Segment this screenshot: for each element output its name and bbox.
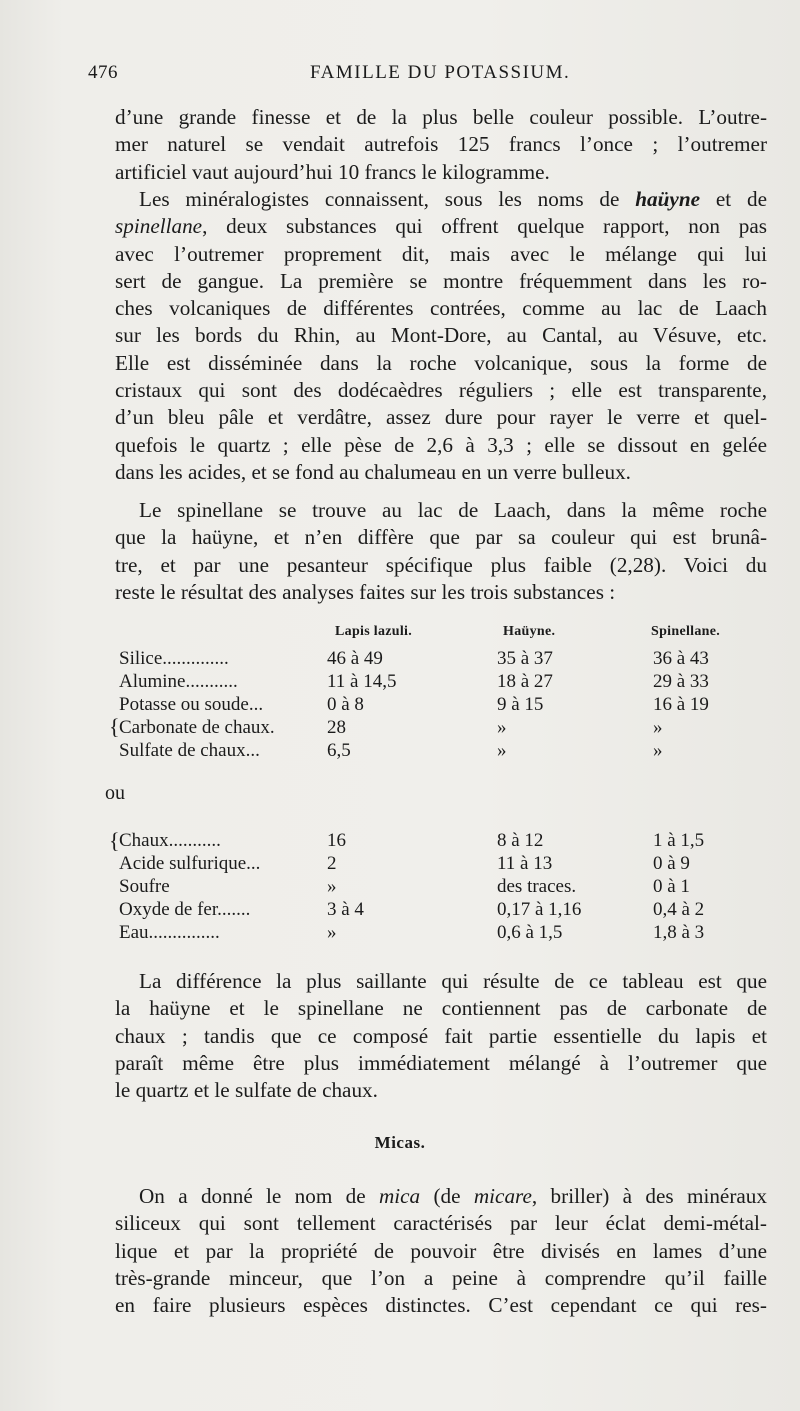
text-line: paraît même être plus immédiatement mélangé à l’outremer que (115, 1050, 767, 1075)
text-line: que la haüyne, et n’en diffère que par sa couleur qui est brunâ- (115, 525, 767, 550)
text-line (115, 213, 767, 240)
paragraph-4 (115, 968, 767, 1104)
cell-lapis: » (327, 922, 337, 943)
cell-spinellane: 0 à 1 (653, 876, 690, 897)
cell-spinellane: 0 à 9 (653, 853, 690, 874)
text-fragment: et de (700, 187, 767, 211)
column-header-hauyne: Haüyne. (503, 624, 556, 639)
text-line: mer naturel se vendait autrefois 125 francs l’once ; l’outremer (115, 132, 767, 157)
text-line: d’un bleu pâle et verdâtre, assez dure pour rayer le verre et quel- (115, 405, 767, 430)
row-label: Sulfate de chaux... (119, 740, 260, 761)
text-line: siliceux qui sont tellement caractérisés par leur éclat demi-métal- (115, 1211, 767, 1236)
paragraph-5 (115, 1183, 767, 1319)
running-title: FAMILLE DU POTASSIUM. (310, 62, 571, 83)
text-line (115, 1183, 767, 1210)
composition-table (105, 624, 765, 954)
row-label: Carbonate de chaux. (119, 717, 275, 738)
section-title: Micas. (374, 1133, 426, 1152)
cell-spinellane: » (653, 740, 663, 761)
alternative-label: ou (105, 782, 125, 804)
row-label: Potasse ou soude... (119, 694, 264, 715)
cell-spinellane: 16 à 19 (653, 694, 709, 715)
table-row (105, 899, 765, 921)
brace-glyph: { (109, 714, 120, 739)
cell-lapis: 6,5 (327, 740, 351, 761)
brace-glyph: { (109, 828, 120, 853)
cell-hauyne: 0,17 à 1,16 (497, 899, 582, 920)
page-number: 476 (88, 62, 118, 83)
table-row (105, 648, 765, 670)
table-row (105, 830, 765, 852)
text-line: quefois le quartz ; elle pèse de 2,6 à 3,3 ; elle se dissout en gelée (115, 432, 767, 457)
cell-lapis: 46 à 49 (327, 648, 383, 669)
row-label: Acide sulfurique... (119, 853, 261, 874)
text-fragment: , deux substances qui offrent quelque rapport, non pas (202, 214, 767, 239)
cell-hauyne: 18 à 27 (497, 671, 553, 692)
cell-spinellane: 0,4 à 2 (653, 899, 705, 920)
term-micare: micare (473, 1184, 532, 1208)
text-line: sur les bords du Rhin, au Mont-Dore, au Cantal, au Vésuve, etc. (115, 323, 767, 348)
row-label: Silice.............. (119, 648, 229, 669)
row-label: Oxyde de fer....... (119, 899, 251, 920)
table-row (105, 671, 765, 693)
text-line: cristaux qui sont des dodécaèdres réguliers ; elle est transparente, (115, 378, 767, 403)
text-line: sert de gangue. La première se montre fréquemment dans les ro- (115, 268, 767, 293)
column-header-spinellane: Spinellane. (651, 624, 721, 639)
text-line: en faire plusieurs espèces distinctes. C’est cependant ce qui res- (115, 1293, 767, 1318)
cell-lapis: » (327, 876, 337, 897)
text-line: artificiel vaut aujourd’hui 10 francs le kilogramme. (115, 159, 550, 184)
cell-lapis: 11 à 14,5 (327, 671, 397, 692)
term-mica: mica (378, 1184, 421, 1208)
cell-lapis: 28 (327, 717, 346, 738)
cell-hauyne: des traces. (497, 876, 577, 897)
cell-hauyne: 35 à 37 (497, 648, 553, 669)
text-line: lique et par la propriété de pouvoir être divisés en lames d’une (115, 1238, 767, 1263)
text-line: la haüyne et le spinellane ne contiennent pas de carbonate de (115, 996, 767, 1021)
text-line: reste le résultat des analyses faites sur les trois substances : (115, 579, 616, 604)
cell-spinellane: 1 à 1,5 (653, 830, 705, 851)
cell-hauyne: 8 à 12 (497, 830, 544, 851)
cell-hauyne: 11 à 13 (497, 853, 553, 874)
text-line: chaux ; tandis que ce composé fait partie essentielle du lapis et (115, 1023, 767, 1048)
cell-spinellane: 29 à 33 (653, 671, 709, 692)
text-line: tre, et par une pesanteur spécifique plus faible (2,28). Voici du (115, 552, 767, 577)
cell-lapis: 2 (327, 853, 337, 874)
cell-hauyne: 0,6 à 1,5 (497, 922, 563, 943)
table-row (105, 740, 765, 762)
cell-spinellane: 1,8 à 3 (653, 922, 705, 943)
cell-lapis: 0 à 8 (327, 694, 364, 715)
text-line: d’une grande finesse et de la plus belle couleur possible. L’outre- (115, 105, 767, 129)
text-line: Le spinellane se trouve au lac de Laach, dans la même roche (139, 498, 767, 522)
cell-hauyne: » (497, 740, 507, 761)
table-row (105, 853, 765, 875)
row-label: Eau............... (119, 922, 220, 943)
text-line: ches volcaniques de différentes contrées, comme au lac de Laach (115, 296, 767, 321)
table-row (105, 714, 765, 739)
row-label: Alumine........... (119, 671, 238, 692)
text-fragment: , briller) à des minéraux (531, 1184, 767, 1208)
cell-spinellane: » (653, 717, 663, 738)
cell-hauyne: 9 à 15 (497, 694, 544, 715)
text-fragment: Les minéralogistes connaissent, sous les noms de (139, 187, 636, 211)
term-spinellane: spinellane (115, 214, 203, 239)
term-hauyne: haüyne (635, 187, 701, 211)
text-line: très-grande minceur, que l’on a peine à comprendre qu’il faille (115, 1265, 767, 1290)
table-row (105, 922, 765, 944)
text-line: le quartz et le sulfate de chaux. (115, 1078, 378, 1103)
paragraph-2 (115, 186, 767, 486)
row-label: Chaux........... (119, 830, 221, 851)
table-row (105, 694, 765, 716)
paragraph-3 (115, 497, 767, 606)
text-line: La différence la plus saillante qui résulte de ce tableau est que (139, 969, 767, 993)
text-fragment: On a donné le nom de (139, 1184, 379, 1208)
text-line (115, 186, 767, 213)
cell-hauyne: » (497, 717, 507, 738)
cell-lapis: 3 à 4 (327, 899, 364, 920)
text-fragment: (de (420, 1184, 474, 1208)
column-header-lapis-lazuli: Lapis lazuli. (335, 624, 413, 639)
page-header (88, 62, 768, 92)
text-line: Elle est disséminée dans la roche volcanique, sous la forme de (115, 350, 767, 375)
cell-lapis: 16 (327, 830, 346, 851)
text-line: avec l’outremer proprement dit, mais avec le mélange qui lui (115, 241, 767, 266)
row-label: Soufre (119, 876, 170, 897)
text-line: dans les acides, et se fond au chalumeau en un verre bulleux. (115, 459, 631, 484)
cell-spinellane: 36 à 43 (653, 648, 709, 669)
table-row (105, 876, 765, 898)
paragraph-1 (115, 104, 767, 186)
